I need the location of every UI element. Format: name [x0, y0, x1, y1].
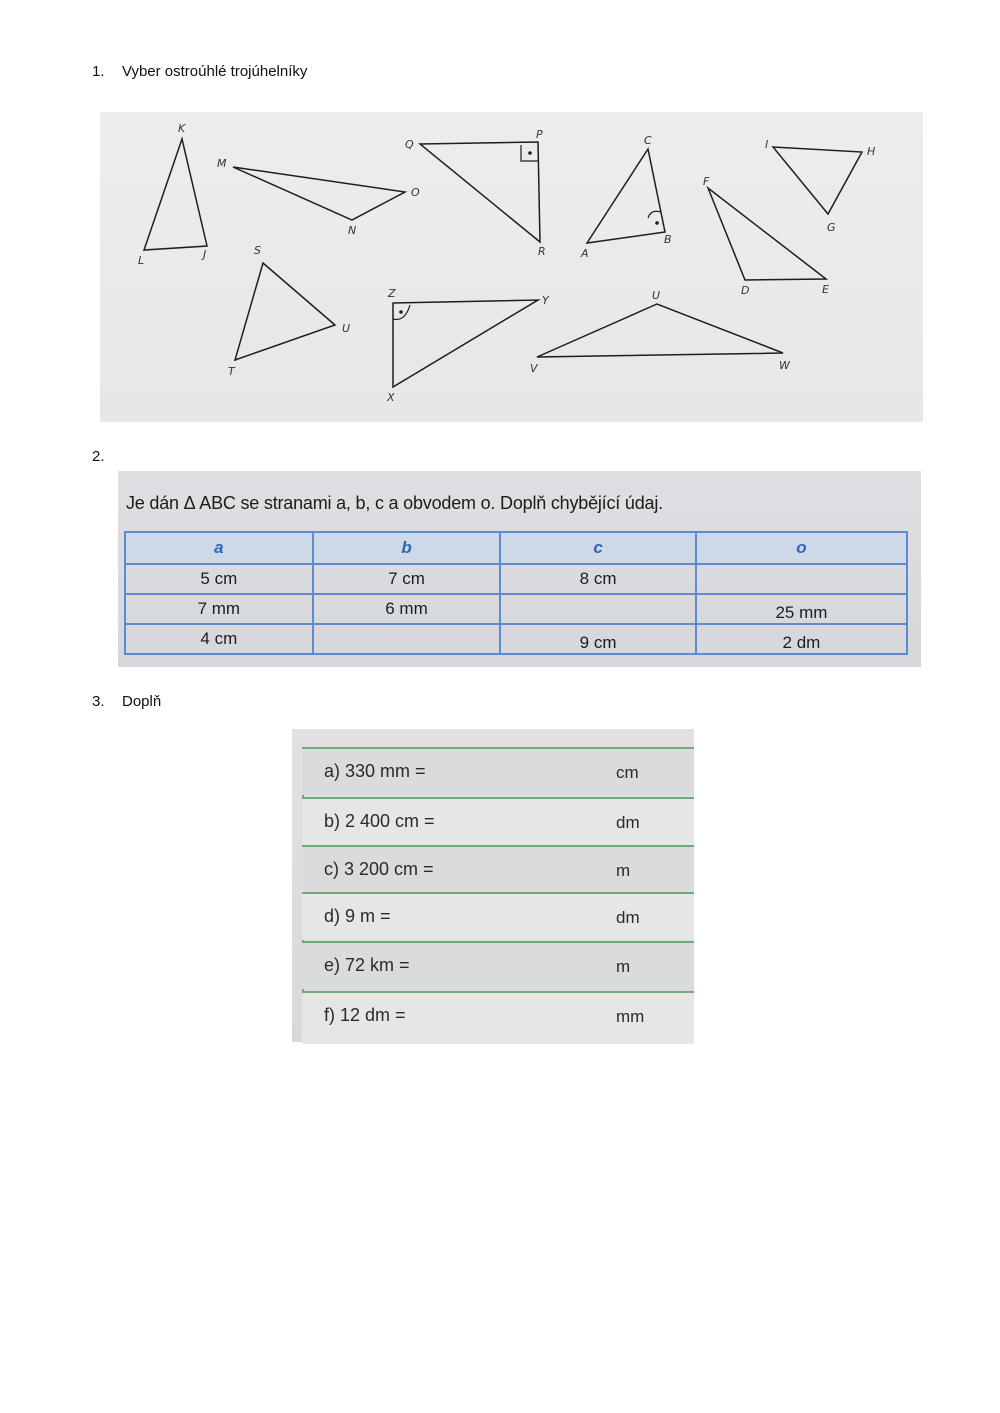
conversion-row [302, 941, 694, 989]
vertex-label: B [664, 233, 672, 246]
table-cell: 25 mm [696, 594, 907, 624]
question-1-title [92, 63, 307, 80]
conversion-row [302, 747, 694, 795]
conversion-expression: c) 3 200 cm = [324, 859, 434, 879]
conversion-unit: mm [616, 1007, 645, 1026]
conversion-unit: dm [616, 908, 640, 927]
table-cell: 6 mm [313, 594, 501, 624]
vertex-label: F [703, 175, 710, 188]
conversion-unit: m [616, 861, 631, 880]
unit-conversion-photo [292, 729, 694, 1042]
vertex-label: W [779, 359, 790, 372]
conversion-row [302, 892, 694, 940]
table-row [125, 624, 907, 654]
conversion-expression: f) 12 dm = [324, 1005, 406, 1025]
question-number: 3. [92, 693, 105, 710]
table-cell: 2 dm [696, 624, 907, 654]
table-cell: 7 cm [313, 564, 501, 594]
vertex-label: P [536, 128, 543, 141]
conversion-expression: d) 9 m = [324, 906, 391, 926]
conversion-expression: a) 330 mm = [324, 761, 426, 781]
table-cell [696, 564, 907, 594]
vertex-labels [138, 122, 875, 404]
vertex-label: M [217, 157, 227, 170]
conversion-expression: e) 72 km = [324, 955, 410, 975]
triangle-klj [144, 139, 207, 250]
column-header-o: o [696, 532, 907, 564]
vertex-label: I [765, 138, 769, 151]
conversion-row [302, 845, 694, 893]
vertex-label: C [644, 134, 652, 147]
vertex-label: A [581, 247, 589, 260]
conversion-unit: dm [616, 813, 640, 832]
column-header-c: c [500, 532, 696, 564]
vertex-label: Z [388, 287, 396, 300]
vertex-label: O [411, 186, 420, 199]
vertex-label: U [652, 289, 661, 302]
column-header-a: a [125, 532, 313, 564]
vertex-label: D [741, 284, 750, 297]
vertex-label: K [178, 122, 186, 135]
table-cell: 8 cm [500, 564, 696, 594]
triangle-ihg [773, 147, 862, 214]
conversion-unit: m [616, 957, 631, 976]
table-heading: Je dán Δ ABC se stranami a, b, c a obvodem o. Doplň chybějící údaj. [126, 493, 663, 513]
question-number: 1. [92, 63, 105, 80]
column-header-b: b [313, 532, 501, 564]
triangle-zyx [393, 300, 538, 387]
vertex-label: R [538, 245, 546, 258]
conversion-row [302, 991, 694, 1044]
vertex-label: U [342, 322, 351, 335]
vertex-label: H [867, 145, 876, 158]
vertex-label: N [348, 224, 357, 237]
table-row [125, 564, 907, 594]
vertex-label: G [827, 221, 836, 234]
question-text: Doplň [122, 693, 162, 710]
question-3-title [92, 693, 161, 710]
table-cell [500, 594, 696, 624]
triangle-cab [587, 149, 665, 243]
table-header-row [125, 532, 907, 564]
conversion-unit: cm [616, 763, 639, 782]
table-row [125, 594, 907, 624]
question-2-title [92, 448, 122, 465]
triangle-qpr [420, 142, 540, 242]
table-cell: 4 cm [125, 624, 313, 654]
vertex-label: S [254, 244, 261, 257]
conversion-expression: b) 2 400 cm = [324, 811, 435, 831]
triangle-mno [233, 167, 405, 220]
vertex-label: T [228, 365, 235, 378]
question-text: Vyber ostroúhlé trojúhelníky [122, 63, 308, 80]
triangle-uvw [537, 304, 783, 357]
table-cell: 9 cm [500, 624, 696, 654]
table-cell: 5 cm [125, 564, 313, 594]
vertex-label: L [138, 254, 145, 267]
abc-table [124, 531, 908, 655]
vertex-label: V [530, 362, 538, 375]
vertex-label: X [387, 391, 395, 404]
table-cell [313, 624, 501, 654]
table-cell: 7 mm [125, 594, 313, 624]
vertex-label: E [822, 283, 829, 296]
vertex-label: J [203, 248, 207, 261]
vertex-label: Q [405, 138, 414, 151]
question-number: 2. [92, 448, 105, 465]
vertex-label: Y [542, 294, 549, 307]
triangle-stu [235, 263, 335, 360]
triangle-abc-table-photo [118, 471, 921, 667]
triangles-photo [100, 112, 923, 422]
conversion-row [302, 797, 694, 845]
triangle-fde [708, 188, 826, 280]
triangles-drawing [100, 112, 923, 422]
